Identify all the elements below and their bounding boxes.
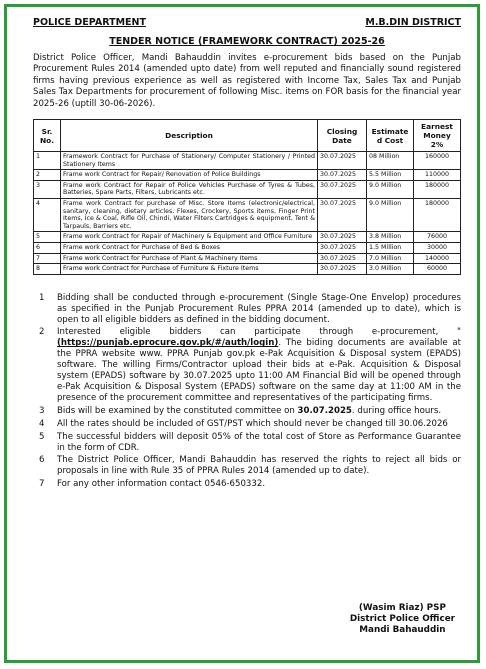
condition-item: [33, 455, 461, 477]
signatory-designation: District Police Officer: [349, 614, 455, 624]
condition-number: 3: [39, 405, 45, 416]
cell-date: 30.07.2025: [318, 170, 367, 181]
condition-text: [57, 406, 461, 417]
condition-text: For any other information contact 0546-650332.: [57, 479, 266, 490]
table-row: [34, 264, 461, 275]
cell-description: Frame work Contract for Purchase of Furniture & Fixture Items: [61, 264, 318, 275]
notice-frame: [4, 4, 480, 663]
condition-item: [33, 432, 461, 454]
table-row: [34, 152, 461, 170]
cell-money: 30000: [414, 242, 461, 253]
condition-text: The successful bidders will deposit 05% of the total cost of Store as Performance Guarantee in the form of CDR.: [57, 431, 461, 453]
table-row: [34, 180, 461, 198]
notice-title: TENDER NOTICE (FRAMEWORK CONTRACT) 2025-26: [109, 36, 385, 47]
cell-description: Frame work Contract for Purchase of Plant & Machinery Items: [61, 253, 318, 264]
condition-text-pre: Bids will be examined by the constituted committee on: [57, 405, 298, 416]
table-row: [34, 170, 461, 181]
notice-content: [33, 17, 461, 492]
condition-text: All the rates should be included of GST/PST which should never be changed till 30.06.2026: [57, 418, 448, 429]
col-earnest-money: Earnest Money 2%: [414, 120, 461, 152]
cell-date: 30.07.2025: [318, 253, 367, 264]
examination-date: 30.07.2025: [297, 405, 352, 416]
cell-date: 30.07.2025: [318, 242, 367, 253]
col-description: Description: [61, 120, 318, 152]
condition-item: [33, 327, 461, 403]
cell-sr: 4: [34, 199, 61, 232]
cell-money: 180000: [414, 199, 461, 232]
condition-item: [33, 419, 461, 430]
cell-cost: 5.5 Million: [367, 170, 414, 181]
district-name: M.B.DIN DISTRICT: [365, 17, 461, 28]
table-row: [34, 232, 461, 243]
signature-block: [350, 603, 455, 636]
intro-paragraph: District Police Officer, Mandi Bahauddin invites e-procurement bids based on the Punjab Procurement Rules 2014 (amended upto date) from well reputed and financially sound registered firms having previous experience as well as registered with Income Tax, Sales Tax and Punjab Sales Tax Departments for procurement of following Misc. items on FOR basis for the financial year 2025-26 (uptill 30-06-2026).: [33, 53, 461, 109]
col-closing-date: Closing Date: [318, 120, 367, 152]
condition-number: 4: [39, 418, 45, 429]
tender-table: [33, 119, 461, 275]
cell-date: 30.07.2025: [318, 232, 367, 243]
notice-header: [33, 17, 461, 28]
conditions-list: [33, 293, 461, 490]
cell-money: 110000: [414, 170, 461, 181]
cell-cost: 08 Million: [367, 152, 414, 170]
condition-text: The District Police Officer, Mandi Bahauddin has reserved the rights to reject all bids or proposals in line with Rule 35 of PPRA Rules 2014 (amended up to date).: [57, 455, 461, 477]
cell-description: Frame work Contract for Purchase of Bed & Boxes: [61, 242, 318, 253]
cell-money: 60000: [414, 264, 461, 275]
condition-number: 7: [39, 479, 45, 490]
condition-item: [33, 293, 461, 326]
signatory-name: (Wasim Riaz) PSP: [358, 603, 446, 613]
cell-money: 180000: [414, 180, 461, 198]
cell-cost: 7.0 Million: [367, 253, 414, 264]
condition-text: Bidding shall be conducted through e-procurement (Single Stage-One Envelop) procedures as specified in the Punjab Procurement Rules PPRA 2014 (amended up to date), which is open to all eligible bidders as defined in the bidding document.: [57, 292, 461, 325]
cell-date: 30.07.2025: [318, 264, 367, 275]
cell-sr: 1: [34, 152, 61, 170]
cell-sr: 6: [34, 242, 61, 253]
condition-number: 2: [39, 327, 45, 338]
eprocure-link[interactable]: (https://punjab.eprocure.gov.pk/#/auth/login): [57, 338, 279, 349]
cell-description: Frame work Contract for Repair/ Renovation of Police Buildings: [61, 170, 318, 181]
table-row: [34, 242, 461, 253]
cell-money: 76000: [414, 232, 461, 243]
table-row: [34, 199, 461, 232]
cell-date: 30.07.2025: [318, 152, 367, 170]
condition-text-post: . during office hours.: [351, 405, 442, 416]
cell-date: 30.07.2025: [318, 180, 367, 198]
cell-sr: 5: [34, 232, 61, 243]
cell-sr: 2: [34, 170, 61, 181]
signatory-place: Mandi Bahauddin: [359, 625, 446, 635]
condition-number: 1: [39, 292, 45, 303]
table-row: [34, 253, 461, 264]
cell-cost: 3.0 Million: [367, 264, 414, 275]
cell-date: 30.07.2025: [318, 199, 367, 232]
cell-description: Frame work Contract for purchase of Misc. Store Items (electronic/electrical, sanitary, cleaning, dietary articles, Flexes, Crockery, Sports items, Finger Print Items, Ice & Coal, Rifle Oil, Chindi, Water Filters Cartridges & equipment, Tent & Tarpauls, Barriers etc.: [61, 199, 318, 232]
cell-cost: 9.0 Million: [367, 199, 414, 232]
cell-description: Frame work Contract for Repair of Machinery & Equipment and Office Furniture: [61, 232, 318, 243]
cell-money: 160000: [414, 152, 461, 170]
col-estimated-cost: Estimate d Cost: [367, 120, 414, 152]
cell-money: 140000: [414, 253, 461, 264]
col-sr: Sr. No.: [34, 120, 61, 152]
cell-cost: 1.5 Million: [367, 242, 414, 253]
condition-number: 5: [39, 431, 45, 442]
condition-number: 6: [39, 455, 45, 466]
condition-item: [33, 479, 461, 490]
department-name: POLICE DEPARTMENT: [33, 17, 146, 28]
condition-text-pre: Interested eligible bidders can participate through e-procurement, ": [57, 327, 461, 338]
cell-sr: 8: [34, 264, 61, 275]
cell-description: Frame work Contract for Repair of Police Vehicles Purchase of Tyres & Tubes, Batteries, Spare Parts, Filters, Lubricants etc.: [61, 180, 318, 198]
cell-description: Framework Contract for Purchase of Stationery/ Computer Stationery / Printed Stationery Items: [61, 152, 318, 170]
table-header-row: [34, 120, 461, 152]
cell-sr: 3: [34, 180, 61, 198]
cell-cost: 9.0 Million: [367, 180, 414, 198]
condition-item: [33, 406, 461, 417]
cell-sr: 7: [34, 253, 61, 264]
condition-text-post: . The biding documents are available at the PPRA website www. PPRA Punjab gov.pk e-Pak Acquisition & Disposal system (EPADS) software. The willing Firms/Contractor upload their bids at e-Pak. Acquisition & Disposal system (EPADS) software by 30.07.2025 upto 11:00 AM Financial Bid will be opened through e-Pak Acquisition & Disposal System (EPADS) software on the same day at 11:00 AM in the presence of the procurement committee and representatives of the participating firms.: [57, 338, 461, 403]
cell-cost: 3.8 Million: [367, 232, 414, 243]
condition-text: [57, 327, 461, 403]
